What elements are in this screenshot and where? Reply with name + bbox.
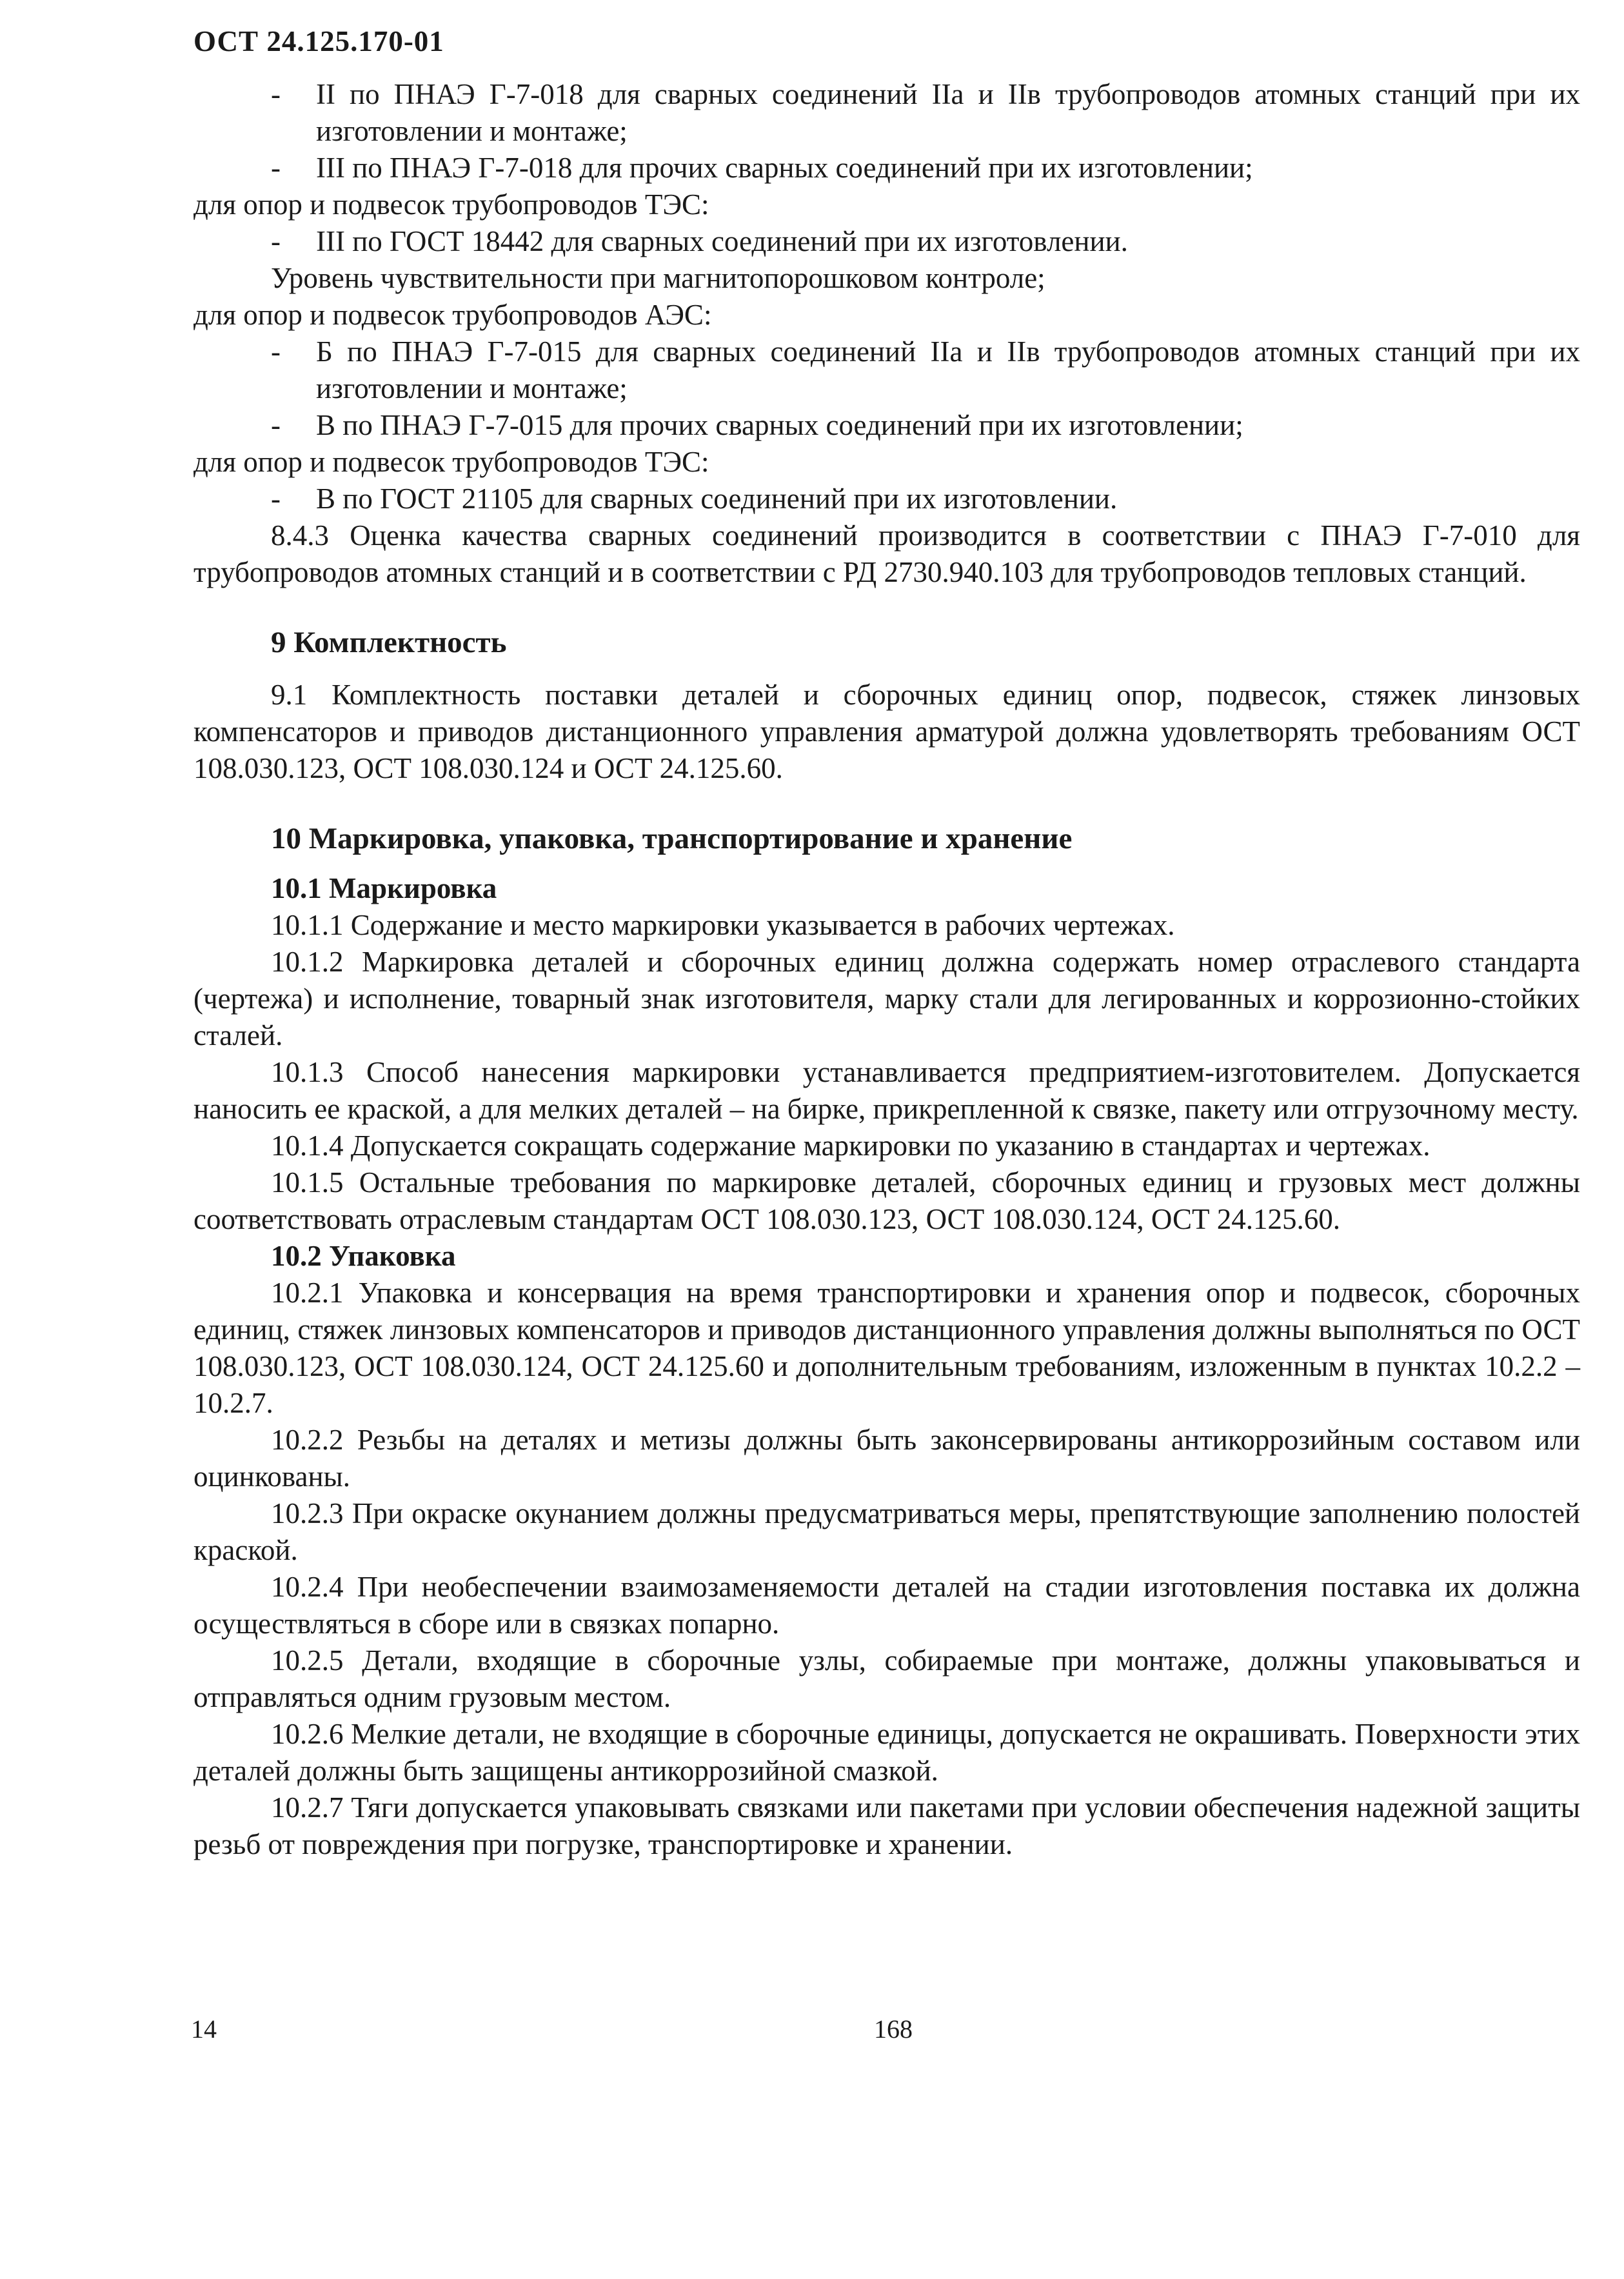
list-item [193, 333, 1580, 407]
paragraph-10-2-6: 10.2.6 Мелкие детали, не входящие в сборочные единицы, допускается не окрашивать. Поверхности этих деталей должны быть защищены антикоррозийной смазкой. [193, 1718, 1580, 1787]
paragraph-10-2-2: 10.2.2 Резьбы на деталях и метизы должны быть законсервированы антикоррозийным составом или оцинкованы. [193, 1424, 1580, 1493]
list-item-text: III по ПНАЭ Г-7-018 для прочих сварных соединений при их изготовлении; [316, 152, 1253, 184]
dash-marker: - [271, 152, 281, 184]
paragraph: Уровень чувствительности при магнитопорошковом контроле; [271, 262, 1045, 294]
list-item [193, 407, 1580, 444]
list-item-text: III по ГОСТ 18442 для сварных соединений при их изготовлении. [316, 225, 1128, 257]
paragraph-10-2-1: 10.2.1 Упаковка и консервация на время транспортировки и хранения опор и подвесок, сборочных единиц, стяжек линзовых компенсаторов и приводов дистанционного управления должны выполняться по ОСТ 108.030.123, ОСТ 108.030.124, ОСТ 24.125.60 и дополнительным требованиям, изложенным в пунктах 10.2.2 – 10.2.7. [193, 1277, 1580, 1419]
subsection-heading-10-2: 10.2 Упаковка [271, 1240, 456, 1272]
dash-marker: - [271, 409, 281, 441]
paragraph-10-2-3: 10.2.3 При окраске окунанием должны предусматриваться меры, препятствующие заполнению полостей краской. [193, 1497, 1580, 1566]
subsection-heading-10-1: 10.1 Маркировка [271, 872, 497, 904]
document-code: ОСТ 24.125.170-01 [193, 25, 444, 57]
list-item [193, 76, 1580, 150]
paragraph-8-4-3: 8.4.3 Оценка качества сварных соединений производится в соответствии с ПНАЭ Г-7-010 для трубопроводов атомных станций и в соответствии с РД 2730.940.103 для трубопроводов тепловых станций. [193, 519, 1580, 588]
paragraph-10-1-3: 10.1.3 Способ нанесения маркировки устанавливается предприятием-изготовителем. Допускается наносить ее краской, а для мелких деталей – на бирке, прикрепленной к связке, пакету или отгрузочному месту. [193, 1056, 1580, 1125]
paragraph-10-1-2: 10.1.2 Маркировка деталей и сборочных единиц должна содержать номер отраслевого стандарта (чертежа) и исполнение, товарный знак изготовителя, марку стали для легированных и коррозионно-стойких сталей. [193, 946, 1580, 1051]
page-number-left: 14 [191, 2015, 217, 2044]
paragraph-10-1-1: 10.1.1 Содержание и место маркировки указывается в рабочих чертежах. [271, 909, 1175, 941]
list-lead-in: для опор и подвесок трубопроводов ТЭС: [193, 446, 709, 478]
list-item [193, 481, 1580, 517]
section-heading-9: 9 Комплектность [271, 626, 507, 659]
paragraph-10-2-4: 10.2.4 При необеспечении взаимозаменяемости деталей на стадии изготовления поставка их должна осуществляться в сборе или в связках попарно. [193, 1571, 1580, 1640]
list-item-text: В по ПНАЭ Г-7-015 для прочих сварных соединений при их изготовлении; [316, 409, 1243, 441]
paragraph-10-2-7: 10.2.7 Тяги допускается упаковывать связками или пакетами при условии обеспечения надежной защиты резьб от повреждения при погрузке, транспортировке и хранении. [193, 1791, 1580, 1860]
page-number-center: 168 [874, 2015, 913, 2044]
paragraph-10-1-5: 10.1.5 Остальные требования по маркировке деталей, сборочных единиц и грузовых мест должны соответствовать отраслевым стандартам ОСТ 108.030.123, ОСТ 108.030.124, ОСТ 24.125.60. [193, 1166, 1580, 1235]
paragraph-9-1: 9.1 Комплектность поставки деталей и сборочных единиц опор, подвесок, стяжек линзовых компенсаторов и приводов дистанционного управления арматурой должна удовлетворять требованиям ОСТ 108.030.123, ОСТ 108.030.124 и ОСТ 24.125.60. [193, 679, 1580, 784]
paragraph-10-1-4: 10.1.4 Допускается сокращать содержание маркировки по указанию в стандартах и чертежах. [271, 1130, 1431, 1162]
paragraph-10-2-5: 10.2.5 Детали, входящие в сборочные узлы, собираемые при монтаже, должны упаковываться и отправляться одним грузовым местом. [193, 1644, 1580, 1713]
list-lead-in: для опор и подвесок трубопроводов ТЭС: [193, 188, 709, 221]
dash-marker: - [271, 225, 281, 257]
list-item-text: II по ПНАЭ Г-7-018 для сварных соединений IIa и IIв трубопроводов атомных станций при их изготовлении и монтаже; [316, 78, 1580, 147]
document-body [193, 76, 1580, 1863]
dash-marker: - [271, 483, 281, 515]
list-lead-in: для опор и подвесок трубопроводов АЭС: [193, 299, 712, 331]
dash-marker: - [271, 78, 281, 110]
list-item-text: Б по ПНАЭ Г-7-015 для сварных соединений IIa и IIв трубопроводов атомных станций при их изготовлении и монтаже; [316, 335, 1580, 404]
dash-marker: - [271, 335, 281, 368]
list-item [193, 223, 1580, 260]
list-item [193, 150, 1580, 186]
list-item-text: В по ГОСТ 21105 для сварных соединений при их изготовлении. [316, 483, 1118, 515]
section-heading-10: 10 Маркировка, упаковка, транспортирование и хранение [271, 822, 1073, 855]
